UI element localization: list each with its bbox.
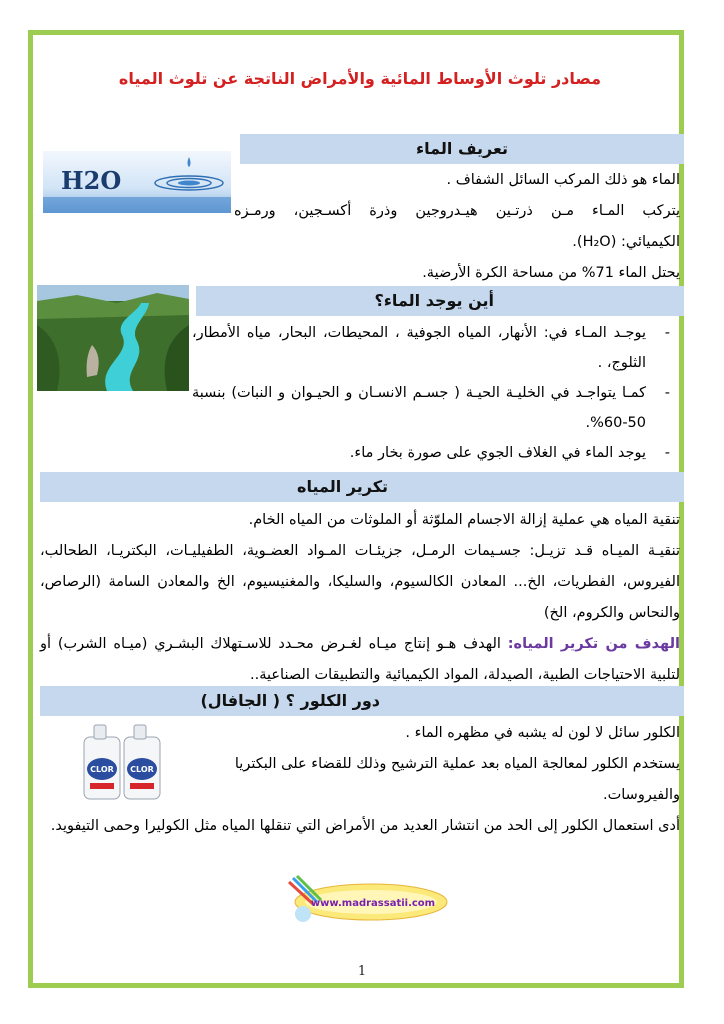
section-heading-water-definition: تعريف الماء xyxy=(240,134,684,164)
list-item: - كمـا يتواجـد في الخليـة الحيـة ( جسـم الانسـان و الحيـوان و النبات) بنسبة 50-60%. xyxy=(192,378,674,438)
section-heading-where-water-found: أين يوجد الماء؟ xyxy=(196,286,684,316)
purification-goal-label: الهدف من تكرير المياه: xyxy=(507,636,680,652)
list-item: - يوجـد المـاء في: الأنهار، المياه الجوفية ، المحيطات، البحار، مياه الأمطار، الثلوج، . xyxy=(192,318,674,378)
svg-text:CLOR: CLOR xyxy=(130,765,154,774)
chlorine-role-text-a: الكلور سائل لا لون له يشبه في مظهره الماء . xyxy=(405,725,680,741)
section-heading-water-purification: تكرير المياه xyxy=(40,472,684,502)
river-landscape-image xyxy=(37,285,189,391)
list-item: - يوجد الماء في الغلاف الجوي على صورة بخار ماء. xyxy=(192,438,674,468)
where-water-found-list xyxy=(192,318,674,468)
water-purification-text: تنقية المياه هي عملية إزالة الاجسام الملوّثة أو الملوثات من المياه الخام. تنقيـة الميـاه قـد تزيـل: جسـيمات الرمـل، جزيئـات المـواد العضـوية، الطفيليـات، البكتريـا، الطحالب، الفيروس، الفطريات، الخ... المعادن الكالسيوم، والسليكا، والمغنيسيوم، الخ والمعادن السامة (الرصاص، والنحاس والكروم، الخ) الهدف من تكرير المياه: الهدف هـو إنتاج ميـاه لغـرض محـدد للاسـتهلاك البشـري (ميـاه الشرب) أو لتلبية الاحتياجات الطبية، الصيدلة، المواد الكيميائية والتطبيقات الصناعية.. xyxy=(40,505,680,691)
svg-text:CLOR: CLOR xyxy=(90,765,114,774)
h2o-water-drop-image xyxy=(43,151,231,213)
svg-text:www.madrassatii.com: www.madrassatii.com xyxy=(310,898,436,909)
section-heading-chlorine-role: دور الكلور ؟ ( الجافال) xyxy=(40,686,684,716)
purification-goal-paragraph: الهدف من تكرير المياه: الهدف هـو إنتاج ميـاه لغـرض محـدد للاسـتهلاك البشـري (ميـاه الشرب) أو لتلبية الاحتياجات الطبية، الصيدلة، المواد الكيميائية والتطبيقات الصناعية.. xyxy=(40,636,680,683)
svg-text:H2O: H2O xyxy=(61,166,122,195)
chlorine-role-text-b: يستخدم الكلور لمعالجة المياه بعد عملية الترشيح وذلك للقضاء على البكتريا والفيروسات. أدى استعمال الكلور إلى الحد من انتشار العديد من الأمراض التي تنقلها المياه مثل الكوليرا وحمى التيفويد. xyxy=(50,756,680,834)
water-definition-text: الماء هو ذلك المركب السائل الشفاف . يتركب المـاء مـن ذرتـين هيـدروجين وذرة أكسـجين، ورمـزه الكيميائي: (H₂O). يحتل الماء 71% من مساحة الكرة الأرضية. xyxy=(234,172,680,281)
page-title: مصادر تلوث الأوساط المائية والأمراض الناتجة عن تلوث المياه xyxy=(118,69,602,88)
madrassatii-logo xyxy=(283,874,451,924)
page-number: 1 xyxy=(357,964,367,979)
